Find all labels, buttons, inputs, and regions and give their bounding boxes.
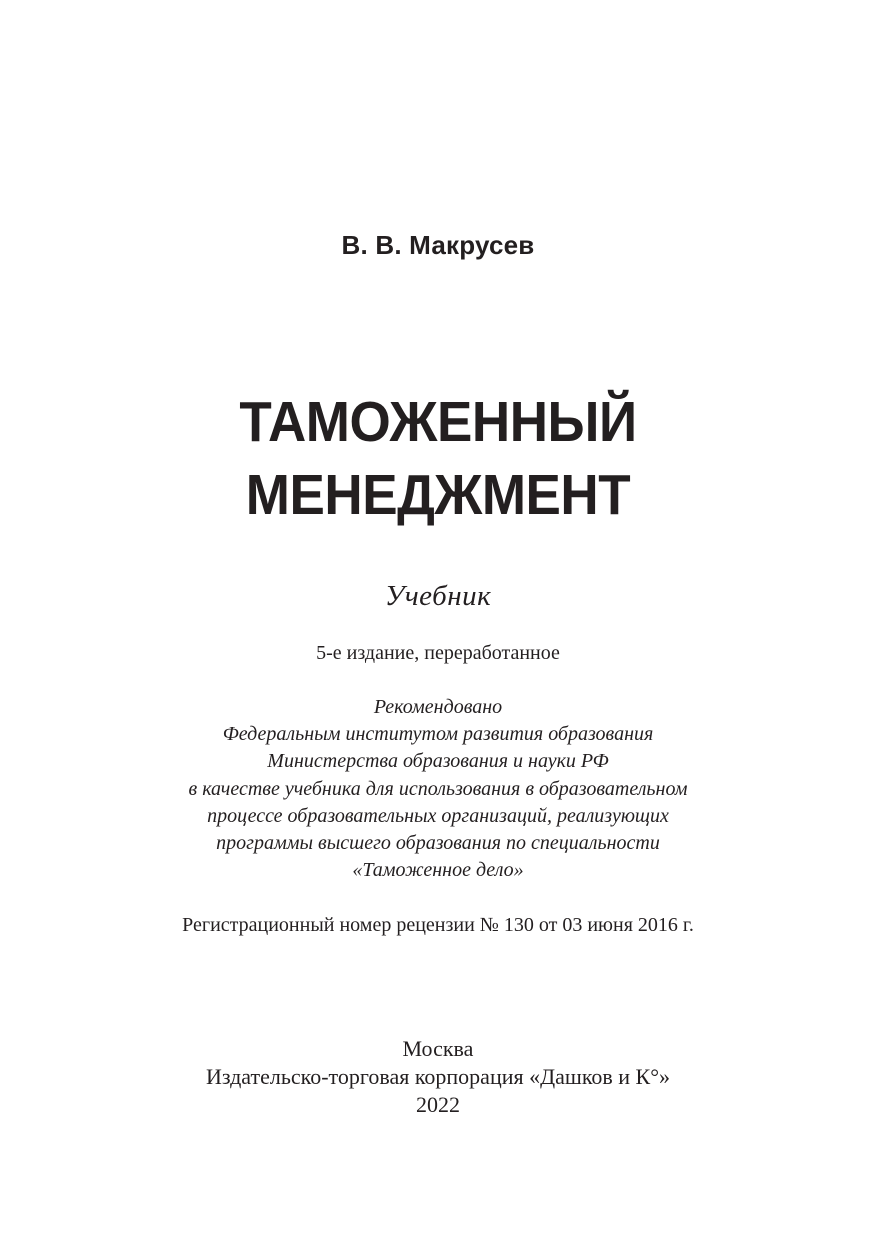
recommendation-line: Рекомендовано (373, 696, 503, 718)
book-title-line-1: ТАМОЖЕННЫЙ (239, 390, 637, 454)
imprint-city: Москва (402, 1036, 474, 1061)
recommendation-line: Федеральным институтом развития образования (222, 723, 654, 745)
registration-number: Регистрационный номер рецензии № 130 от 03 июня 2016 г. (182, 914, 694, 936)
book-title-line-2: МЕНЕДЖМЕНТ (245, 463, 631, 527)
author-name: В. В. Макрусев (341, 230, 535, 260)
edition-note: 5-е издание, переработанное (316, 642, 560, 664)
recommendation-line: «Таможенное дело» (352, 859, 524, 881)
recommendation-line: процессе образовательных организаций, реализующих (207, 805, 669, 827)
book-type: Учебник (384, 580, 492, 612)
recommendation-line: Министерства образования и науки РФ (267, 750, 609, 772)
imprint-year: 2022 (416, 1092, 460, 1117)
imprint-publisher: Издательско-торговая корпорация «Дашков и К°» (205, 1064, 671, 1089)
recommendation-line: программы высшего образования по специальности (216, 832, 660, 854)
recommendation-line: в качестве учебника для использования в образовательном (188, 778, 688, 800)
